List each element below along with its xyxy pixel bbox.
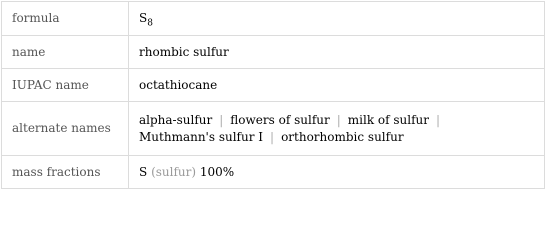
alternate-name: orthorhombic sulfur <box>281 129 404 144</box>
alternate-name: flowers of sulfur <box>230 112 330 127</box>
row-name <box>2 36 545 69</box>
row-mass-fractions <box>2 156 545 189</box>
name-separator: | <box>270 129 275 144</box>
row-alternate-names <box>2 102 545 156</box>
formula-label: formula <box>2 2 129 36</box>
alternate-name: milk of sulfur <box>347 112 430 127</box>
name-value: rhombic sulfur <box>129 36 545 69</box>
mass-fractions-value <box>129 156 545 189</box>
alternate-name: alpha-sulfur <box>139 112 213 127</box>
formula-symbol: S <box>139 11 148 25</box>
name-separator: | <box>436 112 441 127</box>
iupac-name-value: octathiocane <box>129 69 545 102</box>
iupac-name-label: IUPAC name <box>2 69 129 102</box>
formula-value <box>129 2 545 36</box>
name-separator: | <box>336 112 341 127</box>
row-iupac-name <box>2 69 545 102</box>
name-label: name <box>2 36 129 69</box>
formula-subscript: 8 <box>147 18 153 29</box>
alternate-name: Muthmann's sulfur I <box>139 129 264 144</box>
element-fraction: 100% <box>199 164 235 179</box>
element-name: (sulfur) <box>151 164 197 179</box>
element-symbol: S <box>139 164 148 179</box>
mass-fractions-label: mass fractions <box>2 156 129 189</box>
name-separator: | <box>219 112 224 127</box>
row-formula <box>2 2 545 36</box>
alternate-names-label: alternate names <box>2 102 129 156</box>
properties-table <box>1 1 545 189</box>
alternate-names-value <box>129 102 545 156</box>
